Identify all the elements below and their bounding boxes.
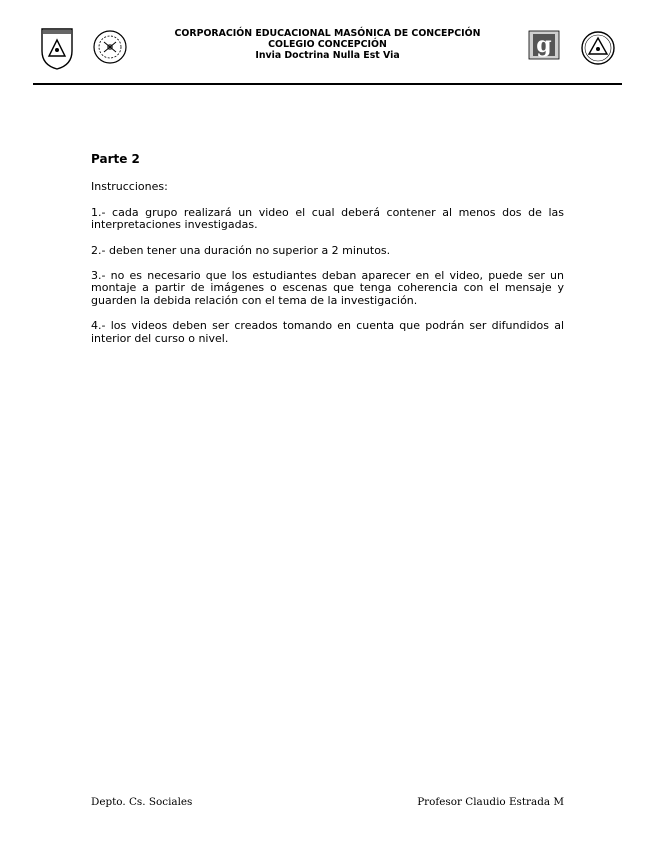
document-header <box>0 0 655 90</box>
instruction-item-4: 4.- los videos deben ser creados tomando en cuenta que podrán ser difundidos al interior del curso o nivel. <box>91 319 564 345</box>
svg-text:g: g <box>536 32 552 58</box>
shield-emblem-icon <box>40 27 74 71</box>
instruction-item-1: 1.- cada grupo realizará un video el cual deberá contener al menos dos de las interpretaciones investigadas. <box>91 205 564 232</box>
school-name: COLEGIO CONCEPCIÓN <box>268 39 387 50</box>
header-divider <box>33 83 622 85</box>
g-logo-icon <box>528 30 560 60</box>
school-motto: Invia Doctrina Nulla Est Via <box>255 50 400 61</box>
teacher-name: Profesor Claudio Estrada M <box>417 796 564 808</box>
instruction-item-2: 2.- deben tener una duración no superior a 2 minutos. <box>91 243 391 257</box>
instructions-label: Instrucciones: <box>91 180 168 194</box>
document-footer <box>91 796 564 810</box>
instruction-item-3: 3.- no es necesario que los estudiantes deban aparecer en el video, puede ser un montaje a partir de imágenes o escenas que tenga coherencia con el mensaje y guarden la debida relación con el tema de la investigación. <box>91 269 564 307</box>
round-seal-icon <box>92 29 128 65</box>
section-title: Parte 2 <box>91 152 140 166</box>
institution-heading <box>150 28 505 61</box>
document-body <box>91 153 564 358</box>
institution-name: CORPORACIÓN EDUCACIONAL MASÓNICA DE CONCEPCIÓN <box>174 28 481 39</box>
triangle-emblem-icon <box>580 30 616 66</box>
department-label: Depto. Cs. Sociales <box>91 796 193 808</box>
